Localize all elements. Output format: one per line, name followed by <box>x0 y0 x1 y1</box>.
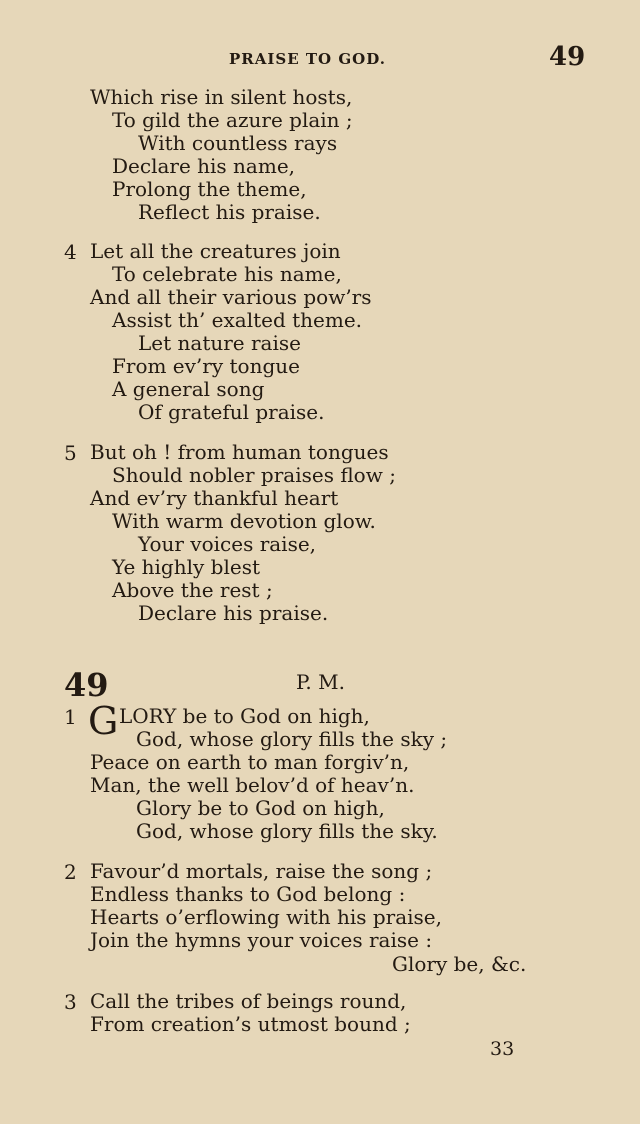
verse-line: Of grateful praise. <box>138 400 325 424</box>
verse-line: Above the rest ; <box>112 578 273 602</box>
verse-line: God, whose glory fills the sky ; <box>136 727 448 751</box>
page-number: 49 <box>549 42 586 72</box>
stanza-number: 2 <box>64 860 77 884</box>
verse-line: LORY be to God on high, <box>119 704 370 728</box>
verse-line: With warm devotion glow. <box>112 509 376 533</box>
drop-cap: G <box>88 699 119 743</box>
verse-line: God, whose glory fills the sky. <box>136 819 438 843</box>
verse-line: From creation’s utmost bound ; <box>90 1012 411 1036</box>
stanza-number: 3 <box>64 990 77 1014</box>
stanza-number: 4 <box>64 240 77 264</box>
verse-line: Prolong the theme, <box>112 177 307 201</box>
hymn-number: 49 <box>64 666 109 704</box>
verse-line: With countless rays <box>138 131 338 155</box>
verse-line: Call the tribes of beings round, <box>90 989 407 1013</box>
running-header: PRAISE TO GOD. <box>229 50 386 68</box>
signature-mark: 33 <box>490 1038 515 1060</box>
verse-line: Your voices raise, <box>138 532 317 556</box>
verse-line: Endless thanks to God belong : <box>90 882 406 906</box>
hymn-meter: P. M. <box>296 670 345 694</box>
verse-line: To celebrate his name, <box>112 262 342 286</box>
verse-line: And all their various pow’rs <box>90 285 372 309</box>
stanza-number: 1 <box>64 705 77 729</box>
stanza-number: 5 <box>64 441 77 465</box>
refrain-line: Glory be, &c. <box>392 952 527 976</box>
verse-line: Reflect his praise. <box>138 200 321 224</box>
verse-line: To gild the azure plain ; <box>112 108 353 132</box>
verse-line: And ev’ry thankful heart <box>90 486 339 510</box>
verse-line: Ye highly blest <box>112 555 261 579</box>
verse-line: But oh ! from human tongues <box>90 440 389 464</box>
verse-line: Join the hymns your voices raise : <box>90 928 433 952</box>
verse-line: Hearts o’erflowing with his praise, <box>90 905 442 929</box>
verse-line: Man, the well belov’d of heav’n. <box>90 773 415 797</box>
verse-line: From ev’ry tongue <box>112 354 300 378</box>
verse-line: Let nature raise <box>138 331 301 355</box>
verse-line: Glory be to God on high, <box>136 796 385 820</box>
verse-line: Peace on earth to man forgiv’n, <box>90 750 410 774</box>
verse-line: A general song <box>112 377 265 401</box>
verse-line: Should nobler praises flow ; <box>112 463 396 487</box>
verse-line: Favour’d mortals, raise the song ; <box>90 859 433 883</box>
verse-line: Assist th’ exalted theme. <box>112 308 363 332</box>
verse-line: Which rise in silent hosts, <box>90 85 353 109</box>
verse-line: Declare his name, <box>112 154 296 178</box>
verse-line: Let all the creatures join <box>90 239 341 263</box>
verse-line: Declare his praise. <box>138 601 329 625</box>
